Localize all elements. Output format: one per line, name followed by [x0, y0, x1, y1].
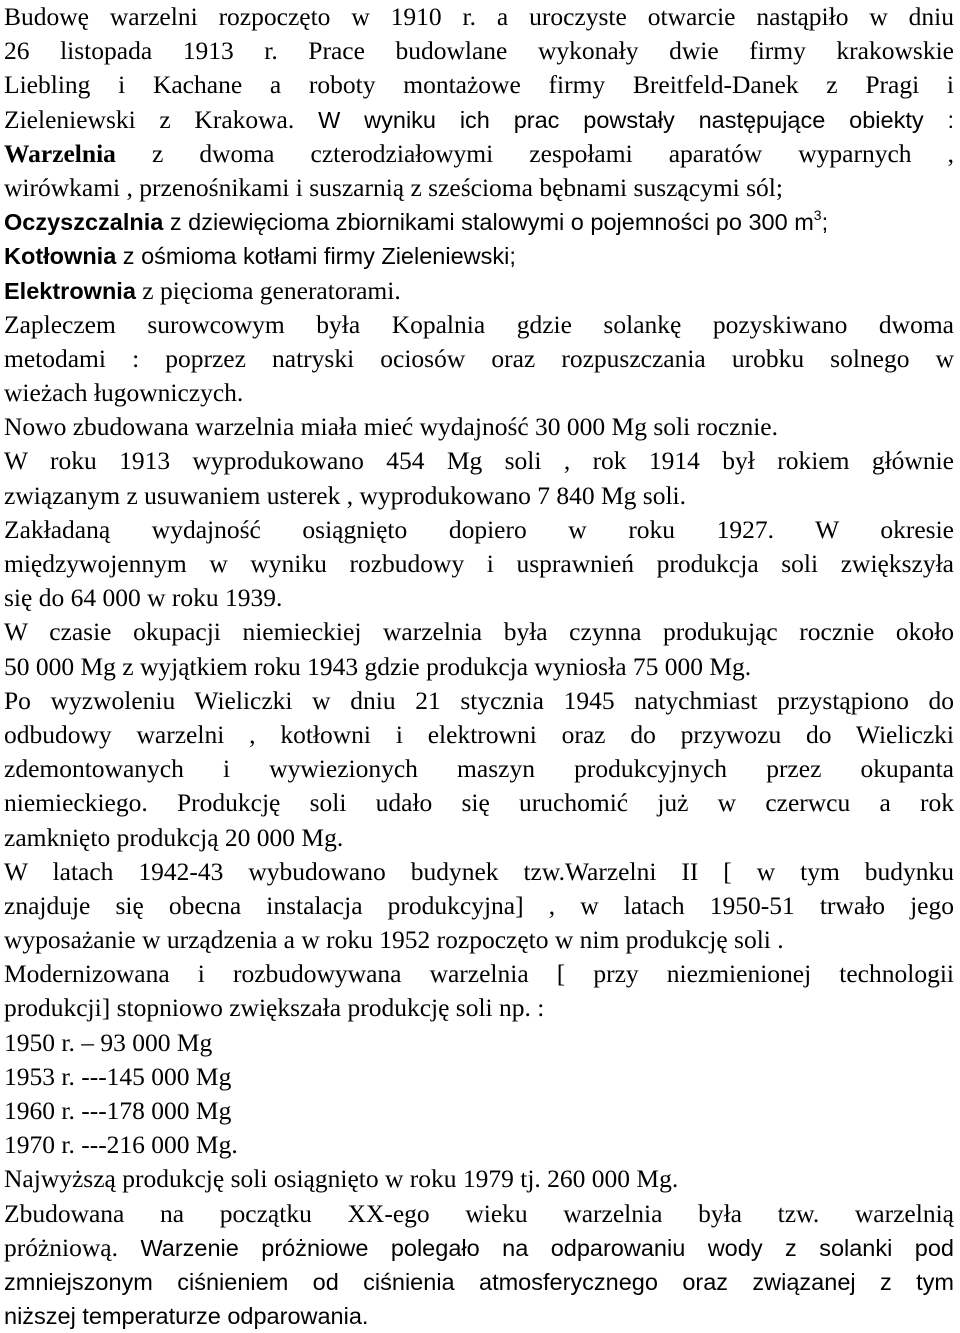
text-span: próżniową.: [4, 1232, 119, 1262]
text-span: z dziewięcioma zbiornikami stalowymi o pojemności po 300 m: [163, 209, 814, 236]
text-line: [4, 752, 954, 786]
text-span: wyposażanie w urządzenia a w roku 1952 rozpoczęto w nim produkcję soli .: [4, 925, 784, 955]
text-span: międzywojennym w wyniku rozbudowy i usprawnień produkcja soli zwiększyła: [4, 549, 954, 578]
text-span: W czasie okupacji niemieckiej warzelnia była czynna produkując rocznie około: [4, 617, 954, 647]
text-line: [4, 308, 954, 342]
text-span: 1950 r. – 93 000 Mg: [4, 1027, 213, 1057]
text-line: [4, 34, 954, 68]
production-list-item: [4, 1060, 954, 1094]
text-span: związanym z usuwaniem usterek , wyprodukowano 7 840 Mg soli.: [4, 480, 686, 510]
text-line: [4, 1265, 954, 1299]
text-span: z pięcioma generatorami.: [135, 275, 401, 305]
text-line: [4, 137, 954, 171]
text-line: [4, 821, 954, 855]
text-line: [4, 786, 954, 820]
text-span: zamknięto produkcją 20 000 Mg.: [4, 822, 344, 852]
text-span: Zieleniewski z Krakowa.: [4, 104, 295, 134]
text-span: się do 64 000 w roku 1939.: [4, 583, 283, 613]
text-span: znajduje się obecna instalacja produkcyjna] , w latach 1950-51 trwało jego: [4, 890, 954, 920]
text-span: Modernizowana i rozbudowywana warzelnia [ przy niezmienionej technologii: [4, 959, 954, 989]
text-span: Budowę warzelni rozpoczęto w 1910 r. a uroczyste otwarcie nastąpiło w dniu: [4, 2, 954, 31]
text-span: produkcji] stopniowo zwiększała produkcję soli np. :: [4, 993, 545, 1023]
text-line: [4, 239, 954, 273]
production-list-item: [4, 1128, 954, 1162]
text-line: [4, 889, 954, 923]
text-span: zdemontowanych i wywiezionych maszyn produkcyjnych przez okupanta: [4, 754, 954, 784]
text-span: Nowo zbudowana warzelnia miała mieć wydajność 30 000 Mg soli rocznie.: [4, 412, 778, 442]
text-span: odbudowy warzelni , kotłowni i elektrowni oraz do przywozu do Wieliczki: [4, 719, 954, 749]
text-line: [4, 923, 954, 957]
text-line: [4, 650, 954, 684]
object-name: Oczyszczalnia: [4, 209, 164, 236]
text-line: [4, 479, 954, 513]
text-span: Zakładaną wydajność osiągnięto dopiero w roku 1927. W okresie: [4, 514, 954, 544]
document-page: [4, 0, 954, 1333]
production-list-item: [4, 1026, 954, 1060]
text-line: [4, 615, 954, 649]
text-line: [4, 718, 954, 752]
text-span: 50 000 Mg z wyjątkiem roku 1943 gdzie produkcja wyniosła 75 000 Mg.: [4, 651, 752, 681]
text-span: W latach 1942-43 wybudowano budynek tzw.Warzelni II [ w tym budynku: [4, 856, 954, 886]
text-span: Zapleczem surowcowym była Kopalnia gdzie solankę pozyskiwano dwoma: [4, 309, 954, 339]
text-line: [4, 991, 954, 1025]
object-name: Warzelnia: [4, 138, 116, 168]
text-span: Po wyzwoleniu Wieliczki w dniu 21 stycznia 1945 natychmiast przystąpiono do: [4, 685, 954, 715]
text-line: [4, 1162, 954, 1196]
text-span: wirówkami , przenośnikami i suszarnią z sześcioma bębnami suszącymi sól;: [4, 172, 783, 202]
text-line: [4, 684, 954, 718]
text-span: ;: [821, 209, 829, 236]
text-line: [4, 171, 954, 205]
text-span: Najwyższą produkcję soli osiągnięto w roku 1979 tj. 260 000 Mg.: [4, 1164, 679, 1194]
text-span: Zbudowana na początku XX-ego wieku warzelnia była tzw. warzelnią: [4, 1198, 954, 1228]
text-line: [4, 205, 954, 239]
object-name: Kotłownia: [4, 243, 117, 270]
text-span: 1960 r. ---178 000 Mg: [4, 1096, 232, 1125]
text-line: [4, 68, 954, 102]
text-line: [4, 0, 954, 34]
text-span: Warzenie próżniowe polegało na odparowaniu wody z solanki pod: [118, 1234, 954, 1261]
text-span: Liebling i Kachane a roboty montażowe firmy Breitfeld-Danek z Pragi i: [4, 70, 954, 100]
text-line: [4, 342, 954, 376]
text-span: niższej temperaturze odparowania.: [4, 1303, 369, 1330]
text-line: [4, 957, 954, 991]
text-span: 26 listopada 1913 r. Prace budowlane wykonały dwie firmy krakowskie: [4, 36, 954, 66]
text-line: [4, 410, 954, 444]
text-line: [4, 103, 954, 137]
text-line: [4, 855, 954, 889]
text-span: metodami : poprzez natryski ociosów oraz rozpuszczania urobku solnego w: [4, 343, 954, 373]
text-span: z ośmioma kotłami firmy Zieleniewski;: [116, 243, 516, 270]
text-span: W wyniku ich prac powstały następujące obiekty :: [294, 106, 954, 133]
production-list-item: [4, 1094, 954, 1128]
text-span: W roku 1913 wyprodukowano 454 Mg soli , rok 1914 był rokiem głównie: [4, 446, 954, 476]
text-span: niemieckiego. Produkcję soli udało się uruchomić już w czerwcu a rok: [4, 788, 954, 818]
superscript: 3: [813, 207, 822, 224]
text-line: [4, 1299, 954, 1333]
text-line: [4, 274, 954, 308]
text-line: [4, 547, 954, 581]
text-span: zmniejszonym ciśnieniem od ciśnienia atmosferycznego oraz związanej z tym: [4, 1268, 954, 1295]
text-line: [4, 1231, 954, 1265]
text-line: [4, 376, 954, 410]
text-line: [4, 581, 954, 615]
object-name: Elektrownia: [4, 277, 136, 304]
text-span: wieżach ługowniczych.: [4, 378, 244, 408]
text-line: [4, 513, 954, 547]
text-span: 1953 r. ---145 000 Mg: [4, 1061, 232, 1091]
text-line: [4, 444, 954, 478]
text-span: z dwoma czterodziałowymi zespołami aparatów wyparnych ,: [115, 138, 954, 168]
text-line: [4, 1197, 954, 1231]
text-span: 1970 r. ---216 000 Mg.: [4, 1130, 238, 1160]
